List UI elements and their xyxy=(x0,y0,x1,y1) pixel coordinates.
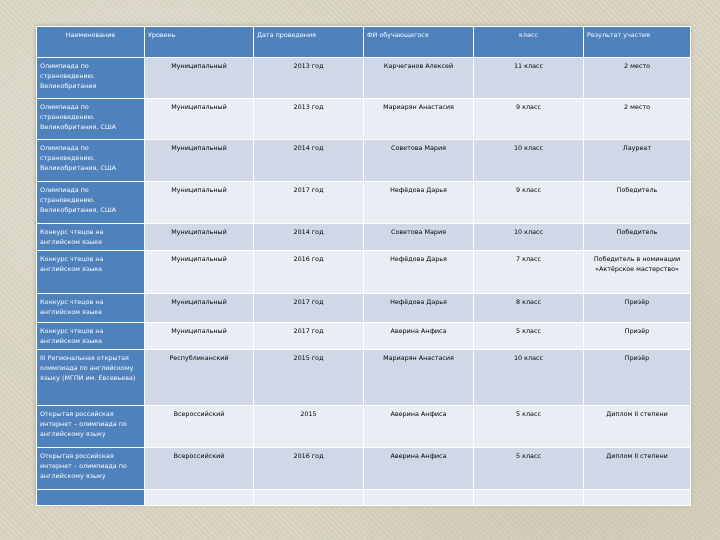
cell-level: Муниципальный xyxy=(145,224,254,251)
cell-date: 2016 год xyxy=(254,250,364,293)
table-row xyxy=(37,293,691,322)
cell-name: Открытая российская интернет – олимпиада по английскому языку xyxy=(37,447,145,489)
cell-date: 2017 год xyxy=(254,293,364,322)
cell-grade: 11 класс xyxy=(474,58,584,99)
cell-grade: 10 класс xyxy=(474,224,584,251)
cell-student: Советова Мария xyxy=(364,224,474,251)
cell-grade: 10 класс xyxy=(474,349,584,405)
cell-result: Призёр xyxy=(584,293,691,322)
cell-level: Всероссийский xyxy=(145,447,254,489)
cell-grade: 9 класс xyxy=(474,99,584,140)
cell-date: 2017 год xyxy=(254,182,364,224)
table-row xyxy=(37,224,691,251)
table-row xyxy=(37,140,691,182)
table-row xyxy=(37,349,691,405)
cell-result: Победитель в номинации «Актёрское мастерство» xyxy=(584,250,691,293)
cell-name xyxy=(37,489,145,505)
cell-student: Аверина Анфиса xyxy=(364,405,474,447)
cell-level: Муниципальный xyxy=(145,140,254,182)
cell-result: Победитель xyxy=(584,224,691,251)
cell-result: 2 место xyxy=(584,58,691,99)
cell-result: Победитель xyxy=(584,182,691,224)
cell-grade xyxy=(474,489,584,505)
cell-result: Диплом II степени xyxy=(584,447,691,489)
cell-name: Олимпиада по страноведению. Великобритания, США xyxy=(37,182,145,224)
cell-result xyxy=(584,489,691,505)
cell-name: Конкурс чтецов на английском языке xyxy=(37,250,145,293)
cell-grade: 10 класс xyxy=(474,140,584,182)
cell-name: III Региональная открытая олимпиада по английскому языку (МГПИ им. Евсевьева) xyxy=(37,349,145,405)
cell-date: 2015 год xyxy=(254,349,364,405)
cell-student: Карчеганов Алексей xyxy=(364,58,474,99)
header-student: ФИ обучающегося xyxy=(364,27,474,58)
cell-student: Мариарян Анастасия xyxy=(364,349,474,405)
cell-level: Всероссийский xyxy=(145,405,254,447)
table-row xyxy=(37,58,691,99)
table-row xyxy=(37,99,691,140)
header-name: Наименование xyxy=(37,27,145,58)
cell-result: 2 место xyxy=(584,99,691,140)
cell-date: 2014 год xyxy=(254,224,364,251)
cell-level: Республиканский xyxy=(145,349,254,405)
cell-student xyxy=(364,489,474,505)
table-row xyxy=(37,405,691,447)
table-row xyxy=(37,182,691,224)
cell-student: Аверина Анфиса xyxy=(364,447,474,489)
cell-student: Советова Мария xyxy=(364,140,474,182)
cell-grade: 7 класс xyxy=(474,250,584,293)
cell-result: Призёр xyxy=(584,349,691,405)
cell-grade: 5 класс xyxy=(474,447,584,489)
header-grade: класс xyxy=(474,27,584,58)
cell-name: Олимпиада по страноведению. Великобритания, США xyxy=(37,140,145,182)
cell-student: Аверина Анфиса xyxy=(364,322,474,349)
cell-level: Муниципальный xyxy=(145,182,254,224)
cell-level: Муниципальный xyxy=(145,322,254,349)
cell-date: 2013 год xyxy=(254,58,364,99)
cell-name: Конкурс чтецов на английском языке xyxy=(37,322,145,349)
header-level: Уровень xyxy=(145,27,254,58)
table-row xyxy=(37,250,691,293)
cell-grade: 8 класс xyxy=(474,293,584,322)
cell-result: Лауреат xyxy=(584,140,691,182)
table-row xyxy=(37,447,691,489)
cell-date: 2015 xyxy=(254,405,364,447)
header-result: Результат участия xyxy=(584,27,691,58)
cell-student: Мариарян Анастасия xyxy=(364,99,474,140)
results-sheet xyxy=(36,26,690,504)
table-row xyxy=(37,489,691,505)
cell-date: 2017 год xyxy=(254,322,364,349)
cell-grade: 5 класс xyxy=(474,405,584,447)
cell-level: Муниципальный xyxy=(145,250,254,293)
cell-date: 2016 год xyxy=(254,447,364,489)
cell-name: Олимпиада по страноведению. Великобритания, США xyxy=(37,99,145,140)
cell-student: Нефёдова Дарья xyxy=(364,182,474,224)
cell-name: Открытая российская интернет – олимпиада по английскому языку xyxy=(37,405,145,447)
cell-level: Муниципальный xyxy=(145,99,254,140)
header-row xyxy=(37,27,691,58)
cell-result: Призёр xyxy=(584,322,691,349)
cell-date xyxy=(254,489,364,505)
cell-grade: 9 класс xyxy=(474,182,584,224)
cell-level xyxy=(145,489,254,505)
cell-name: Конкурс чтецов на английском языке xyxy=(37,293,145,322)
cell-date: 2014 год xyxy=(254,140,364,182)
cell-grade: 5 класс xyxy=(474,322,584,349)
cell-name: Олимпиада по страноведению. Великобритания xyxy=(37,58,145,99)
cell-student: Нефёдова Дарья xyxy=(364,293,474,322)
header-date: Дата проведения xyxy=(254,27,364,58)
cell-name: Конкурс чтецов на английском языке xyxy=(37,224,145,251)
cell-level: Муниципальный xyxy=(145,293,254,322)
table-row xyxy=(37,322,691,349)
cell-date: 2013 год xyxy=(254,99,364,140)
cell-result: Диплом II степени xyxy=(584,405,691,447)
cell-level: Муниципальный xyxy=(145,58,254,99)
results-table xyxy=(36,26,691,506)
cell-student: Нефёдова Дарья xyxy=(364,250,474,293)
